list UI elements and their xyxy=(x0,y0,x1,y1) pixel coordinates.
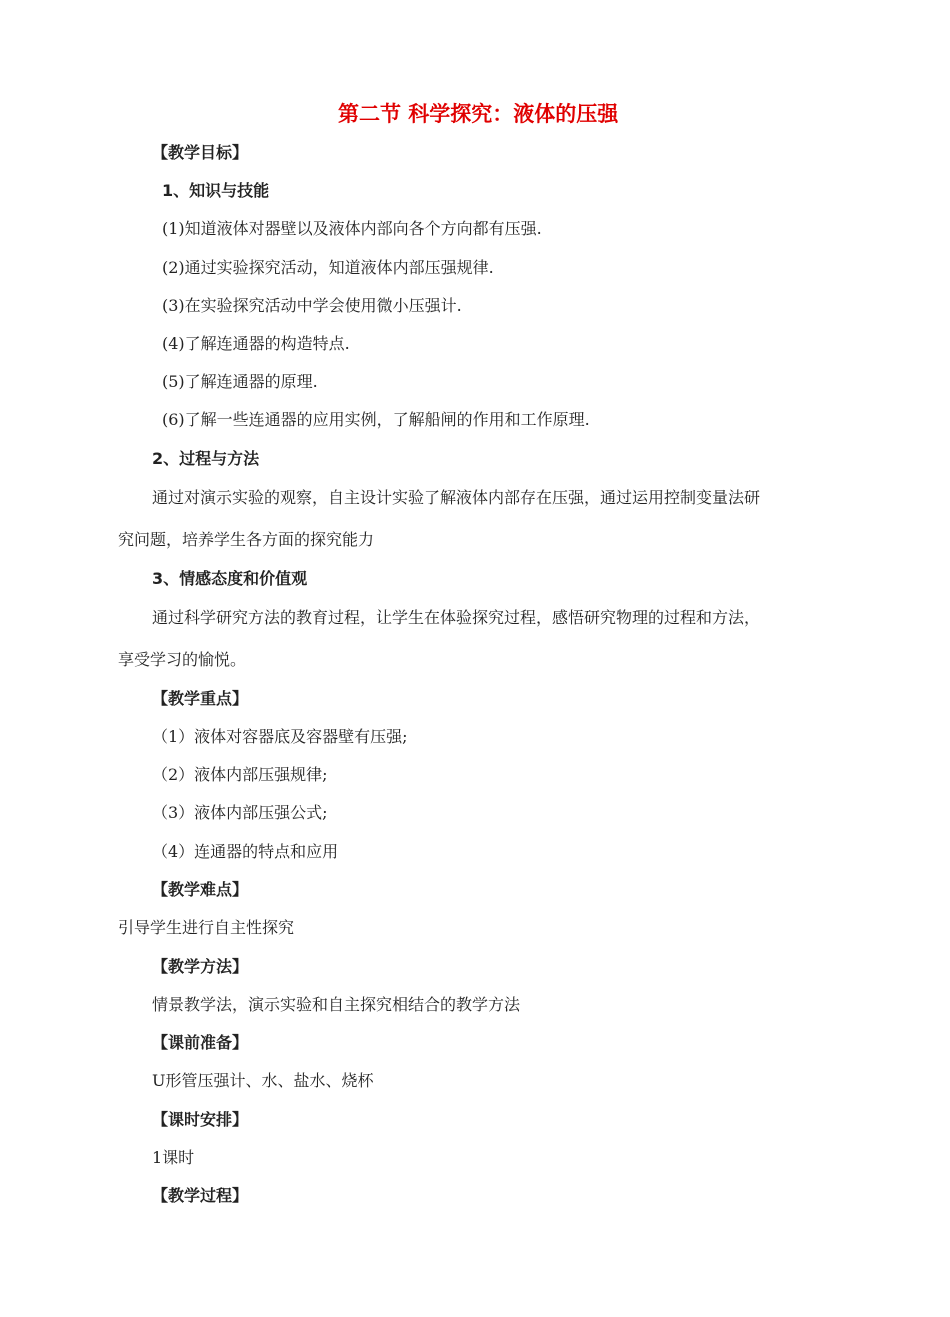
objectives-heading: 【教学目标】 xyxy=(152,143,249,162)
method-text: 情景教学法，演示实验和自主探究相结合的教学方法 xyxy=(152,995,521,1014)
key-points-heading: 【教学重点】 xyxy=(152,689,249,708)
attitude-values-heading: 3、情感态度和价值观 xyxy=(152,569,308,588)
list-item: (3)在实验探究活动中学会使用微小压强计. xyxy=(162,296,462,315)
list-item: (6)了解一些连通器的应用实例，了解船闸的作用和工作原理. xyxy=(162,410,590,429)
list-item: （2）液体内部压强规律; xyxy=(152,765,328,784)
difficulty-heading: 【教学难点】 xyxy=(152,880,249,899)
schedule-heading: 【课时安排】 xyxy=(152,1110,249,1129)
list-item: （1）液体对容器底及容器壁有压强; xyxy=(152,727,408,746)
list-item: (2)通过实验探究活动，知道液体内部压强规律. xyxy=(162,258,494,277)
list-item: （3）液体内部压强公式; xyxy=(152,803,328,822)
list-item: (1)知道液体对器壁以及液体内部向各个方向都有压强. xyxy=(162,219,542,238)
process-method-paragraph-line2: 究问题，培养学生各方面的探究能力 xyxy=(118,530,375,549)
process-method-paragraph-line1: 通过对演示实验的观察，自主设计实验了解液体内部存在压强，通过运用控制变量法研 xyxy=(152,488,761,507)
preparation-heading: 【课前准备】 xyxy=(152,1033,249,1052)
teaching-process-heading: 【教学过程】 xyxy=(152,1186,249,1205)
list-item: （4）连通器的特点和应用 xyxy=(152,842,339,861)
process-method-heading: 2、过程与方法 xyxy=(152,449,260,468)
attitude-paragraph-line1: 通过科学研究方法的教育过程，让学生在体验探究过程，感悟研究物理的过程和方法， xyxy=(152,608,761,627)
attitude-paragraph-line2: 享受学习的愉悦。 xyxy=(118,650,247,669)
knowledge-skills-heading: 1、知识与技能 xyxy=(162,181,270,200)
list-item: (4)了解连通器的构造特点. xyxy=(162,334,350,353)
list-item: (5)了解连通器的原理. xyxy=(162,372,318,391)
preparation-text: U形管压强计、水、盐水、烧杯 xyxy=(152,1071,374,1090)
page-title: 第二节 科学探究：液体的压强 xyxy=(338,102,619,126)
schedule-text: 1课时 xyxy=(152,1148,195,1167)
method-heading: 【教学方法】 xyxy=(152,957,249,976)
difficulty-text: 引导学生进行自主性探究 xyxy=(118,918,295,937)
